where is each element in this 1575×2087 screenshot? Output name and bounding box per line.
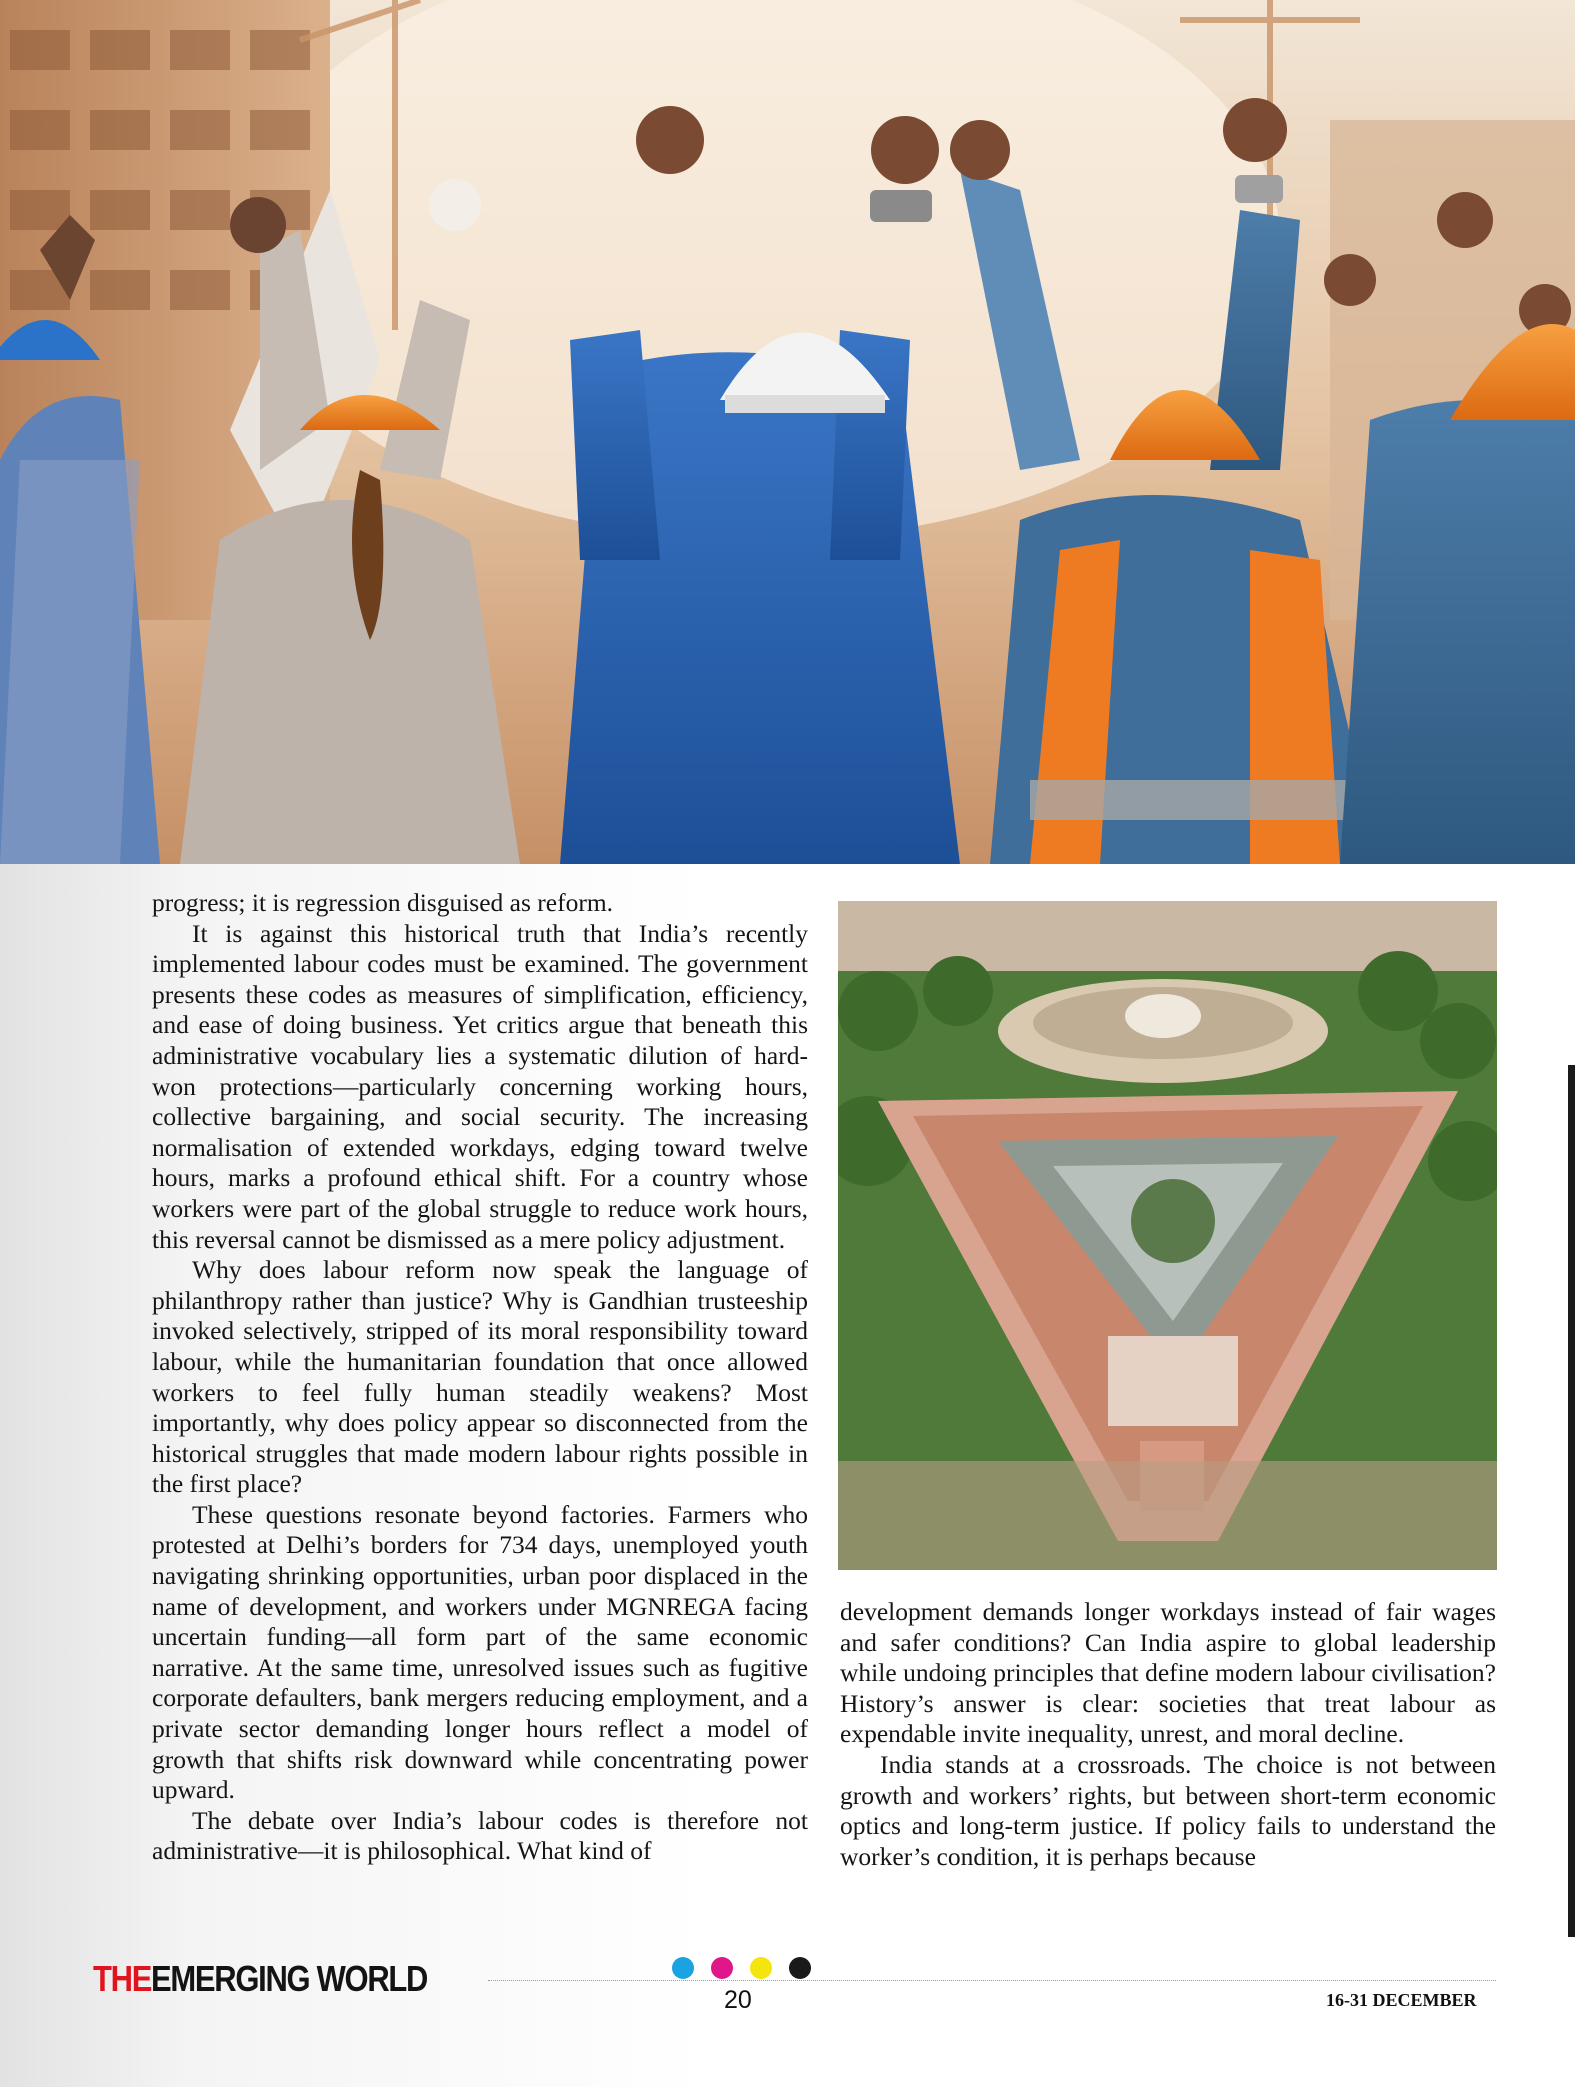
article-paragraph: development demands longer workdays instead of fair wages and safer conditions? Can India aspire to global leadership while undoing principles that define modern labour civilisation? History’s answer is clear: societies that treat labour as expendable invite inequality, unrest, and moral decline. [840, 1597, 1496, 1749]
hero-illustration [0, 0, 1575, 864]
article-paragraph: The debate over India’s labour codes is therefore not administrative—it is philosophical. What kind of [152, 1805, 808, 1866]
parliament-photo [838, 901, 1497, 1570]
registration-marks [672, 1957, 811, 1979]
registration-dot-cyan [672, 1957, 694, 1979]
footer-divider [488, 1980, 1496, 1981]
publication-logo [93, 1958, 427, 2000]
article-paragraph: India stands at a crossroads. The choice is not between growth and workers’ rights, but between short-term economic optics and long-term justice. If policy fails to understand the worker’s condition, it is perhaps because [840, 1749, 1496, 1871]
article-paragraph: These questions resonate beyond factories. Farmers who protested at Delhi’s borders for 734 days, unemployed youth navigating shrinking opportunities, urban poor displaced in the name of development, and workers under MGNREGA facing uncertain funding—all form part of the same economic narrative. At the same time, unresolved issues such as fugitive corporate defaulters, bank mergers reducing employment, and a private sector demanding longer hours reflect a model of growth that shifts risk downward while concentrating power upward. [152, 1499, 808, 1805]
registration-dot-magenta [711, 1957, 733, 1979]
page-edge-bar [1568, 1065, 1575, 1937]
logo-prefix: THE [93, 1958, 152, 1999]
issue-date: 16-31 DECEMBER [1326, 1990, 1477, 2010]
article-paragraph: It is against this historical truth that India’s recently implemented labour codes must be examined. The government presents these codes as measures of simplification, efficiency, and ease of doing business. Yet critics argue that beneath this administrative vocabulary lies a systematic dilution of hard-won protections—particularly concerning working hours, collective bargaining, and social security. The increasing normalisation of extended workdays, edging toward twelve hours, marks a profound ethical shift. For a country whose workers were part of the global struggle to reduce work hours, this reversal cannot be dismissed as a mere policy adjustment. [152, 918, 808, 1254]
article-paragraph: Why does labour reform now speak the language of philanthropy rather than justice? Why is Gandhian trusteeship invoked selectively, stripped of its moral responsibility toward labour, while the humanitarian foundation that once allowed workers to feel fully human steadily weakens? Most importantly, why does policy appear so disconnected from the historical struggles that made modern labour rights possible in the first place? [152, 1255, 808, 1499]
parliament-building-aerial-photo [838, 901, 1497, 1570]
page-number: 20 [724, 1986, 752, 2014]
article-column-left [152, 888, 808, 1867]
logo-main: EMERGING WORLD [151, 1958, 428, 1999]
article-paragraph: progress; it is regression disguised as reform. [152, 888, 614, 917]
registration-dot-yellow [750, 1957, 772, 1979]
article-column-right [840, 1597, 1496, 1872]
registration-dot-black [789, 1957, 811, 1979]
workers-raised-fists-illustration [0, 0, 1575, 864]
